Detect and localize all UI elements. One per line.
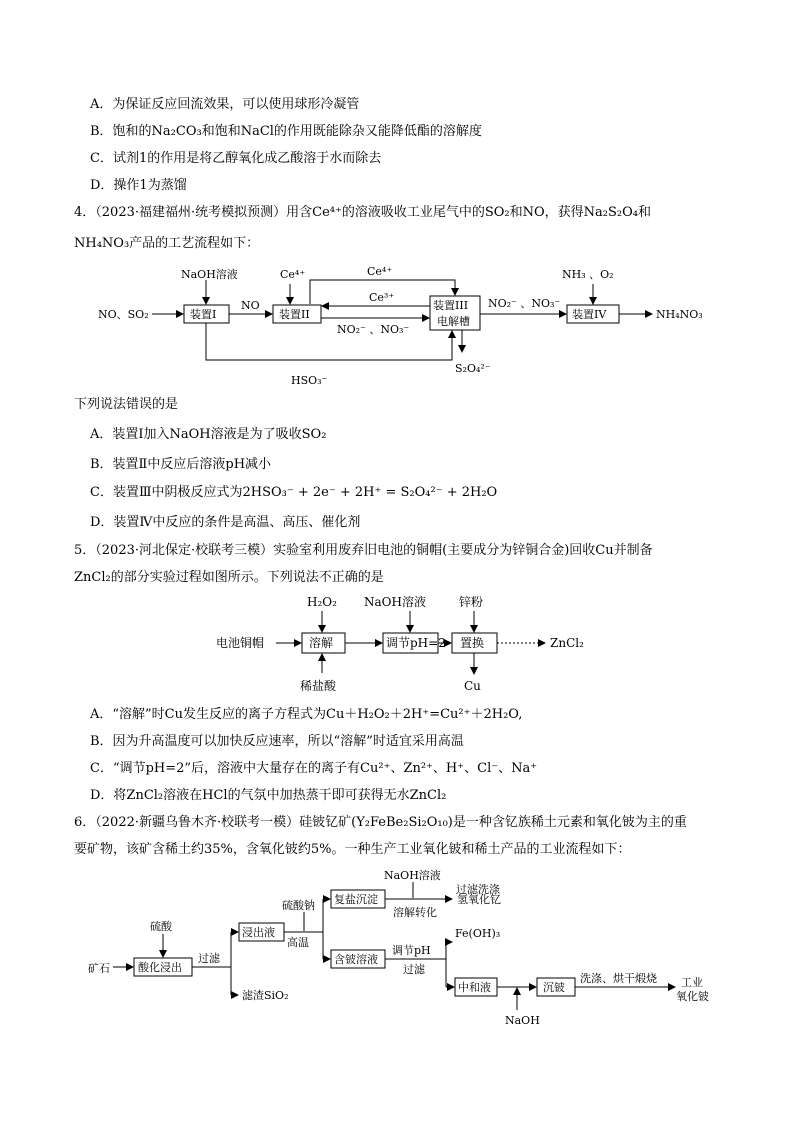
q4-label-feed: NO、SO₂: [98, 308, 149, 321]
q4-label-no: NO: [241, 299, 260, 312]
q6-box-double-label: 复盐沉淀: [334, 893, 378, 906]
q5-option-b: B．因为升高温度可以加快反应速率，所以“溶解”时适宜采用高温: [90, 734, 464, 749]
q6-label-naoh-bottom: NaOH: [505, 1014, 540, 1027]
q6-box-neutral-label: 中和液: [458, 981, 491, 994]
q4-label-ce3: Ce³⁺: [369, 291, 395, 304]
q5-label-product: ZnCl₂: [550, 636, 584, 650]
q5-label-naoh: NaOH溶液: [364, 595, 426, 609]
q6-label-wash: 过滤洗涤: [456, 883, 500, 896]
q4-label-ions-below: NO₂⁻ 、NO₃⁻: [337, 323, 410, 336]
q4-label-s2o4: S₂O₄²⁻: [455, 362, 491, 375]
q4-label-hso3: HSO₃⁻: [291, 374, 328, 387]
q5-label-source: 电池铜帽: [216, 636, 265, 650]
q6-label-product2: 氧化铍: [676, 990, 709, 1003]
q6-label-heat: 高温: [287, 936, 309, 949]
q5-stem-line1: 5．（2023·河北保定·校联考三模）实验室利用废弃旧电池的铜帽(主要成分为锌铜合金)回收Cu并制备: [74, 543, 653, 558]
q4-box1-label: 装置I: [190, 308, 217, 321]
q4-stem-line2: NH₄NO₃产品的工艺流程如下：: [74, 236, 260, 251]
q5-label-cu: Cu: [464, 679, 481, 693]
q4-label-nh3o2: NH₃ 、O₂: [562, 268, 614, 281]
q5-box1-label: 溶解: [309, 636, 334, 650]
q4-option-c: C．装置Ⅲ中阴极反应式为2HSO₃⁻ + 2e⁻ + 2H⁺ = S₂O₄²⁻ + 2H₂O: [90, 485, 498, 500]
q6-label-na2so4: 硫酸钠: [282, 899, 315, 912]
q6-label-adjust: 调节pH: [392, 944, 431, 957]
q4-label-product: NH₄NO₃: [656, 308, 703, 321]
q5-label-zn: 锌粉: [459, 595, 484, 609]
q5-option-c: C．“调节pH=2”后，溶液中大量存在的离子有Cu²⁺、Zn²⁺、H⁺、Cl⁻、Na⁺: [90, 761, 538, 776]
q6-label-feoh: Fe(OH)₃: [455, 927, 501, 940]
q6-stem-line2: 要矿物，该矿含稀土约35%，含氧化铍约5%。一种生产工业氧化铍和稀土产品的工业流程如下：: [74, 842, 631, 857]
q5-option-d: D．将ZnCl₂溶液在HCl的气氛中加热蒸干即可获得无水ZnCl₂: [90, 788, 447, 803]
q6-label-filter2: 过滤: [403, 963, 425, 976]
q6-box-prec-label: 沉铍: [543, 981, 565, 994]
q4-option-a: A．装置Ⅰ加入NaOH溶液是为了吸收SO₂: [90, 427, 327, 442]
q5-label-h2o2: H₂O₂: [307, 595, 337, 609]
q5-box2-label: 调节pH=2: [386, 636, 446, 650]
q3-option-c: C．试剂1的作用是将乙醇氧化成乙酸溶于水而除去: [90, 151, 382, 166]
q3-option-a: A．为保证反应回流效果，可以使用球形冷凝管: [90, 97, 360, 112]
q6-box-be-label: 含铍溶液: [334, 953, 378, 966]
q4-box3-label1: 装置III: [433, 299, 469, 312]
q5-label-hcl: 稀盐酸: [300, 679, 337, 693]
q6-box-leach-label: 浸出液: [242, 926, 275, 939]
q4-label-ce4-top: Ce⁴⁺: [367, 265, 393, 278]
q5-box3-label: 置换: [460, 636, 485, 650]
q3-option-b: B．饱和的Na₂CO₃和饱和NaCl的作用既能除杂又能降低酯的溶解度: [90, 124, 482, 139]
q4-question: 下列说法错误的是: [74, 397, 179, 412]
q6-label-product1: 工业: [681, 976, 703, 989]
q4-stem-line1: 4．（2023·福建福州·统考模拟预测）用含Ce⁴⁺的溶液吸收工业尾气中的SO₂和NO，获得Na₂S₂O₄和: [74, 205, 651, 220]
q4-option-b: B．装置Ⅱ中反应后溶液pH减小: [90, 457, 272, 472]
q6-label-h2so4: 硫酸: [150, 920, 172, 933]
q6-label-calcine: 洗涤、烘干煅烧: [580, 972, 657, 985]
q4-box4-label: 装置IV: [572, 308, 607, 321]
q6-stem-line1: 6．（2022·新疆乌鲁木齐·校联考一模）硅铍钇矿(Y₂FeBe₂Si₂O₁₀)是一种含钇族稀土元素和氧化铍为主的重: [74, 815, 687, 830]
q4-box2-label: 装置II: [279, 308, 310, 321]
q6-label-ore: 矿石: [88, 962, 110, 975]
q5-stem-line2: ZnCl₂的部分实验过程如图所示。下列说法不正确的是: [74, 570, 384, 585]
q4-label-ions-right: NO₂⁻ 、NO₃⁻: [488, 297, 561, 310]
q6-label-naoh-top: NaOH溶液: [384, 869, 441, 882]
q6-label-yoh: 氢氧化钇: [457, 893, 501, 906]
q4-box3-label2: 电解槽: [437, 315, 470, 328]
q6-label-residue: 滤渣SiO₂: [242, 989, 289, 1002]
q4-option-d: D．装置Ⅳ中反应的条件是高温、高压、催化剂: [90, 515, 361, 530]
q4-label-naoh: NaOH溶液: [181, 268, 238, 281]
q5-option-a: A．“溶解”时Cu发生反应的离子方程式为Cu＋H₂O₂＋2H⁺=Cu²⁺＋2H₂O,: [90, 707, 523, 722]
q3-option-d: D．操作1为蒸馏: [90, 178, 187, 193]
q6-label-filter: 过滤: [198, 952, 220, 965]
q6-label-dissolve: 溶解转化: [393, 906, 437, 919]
q4-label-ce4-in: Ce⁴⁺: [280, 268, 306, 281]
q6-box-acid-label: 酸化浸出: [138, 961, 182, 974]
